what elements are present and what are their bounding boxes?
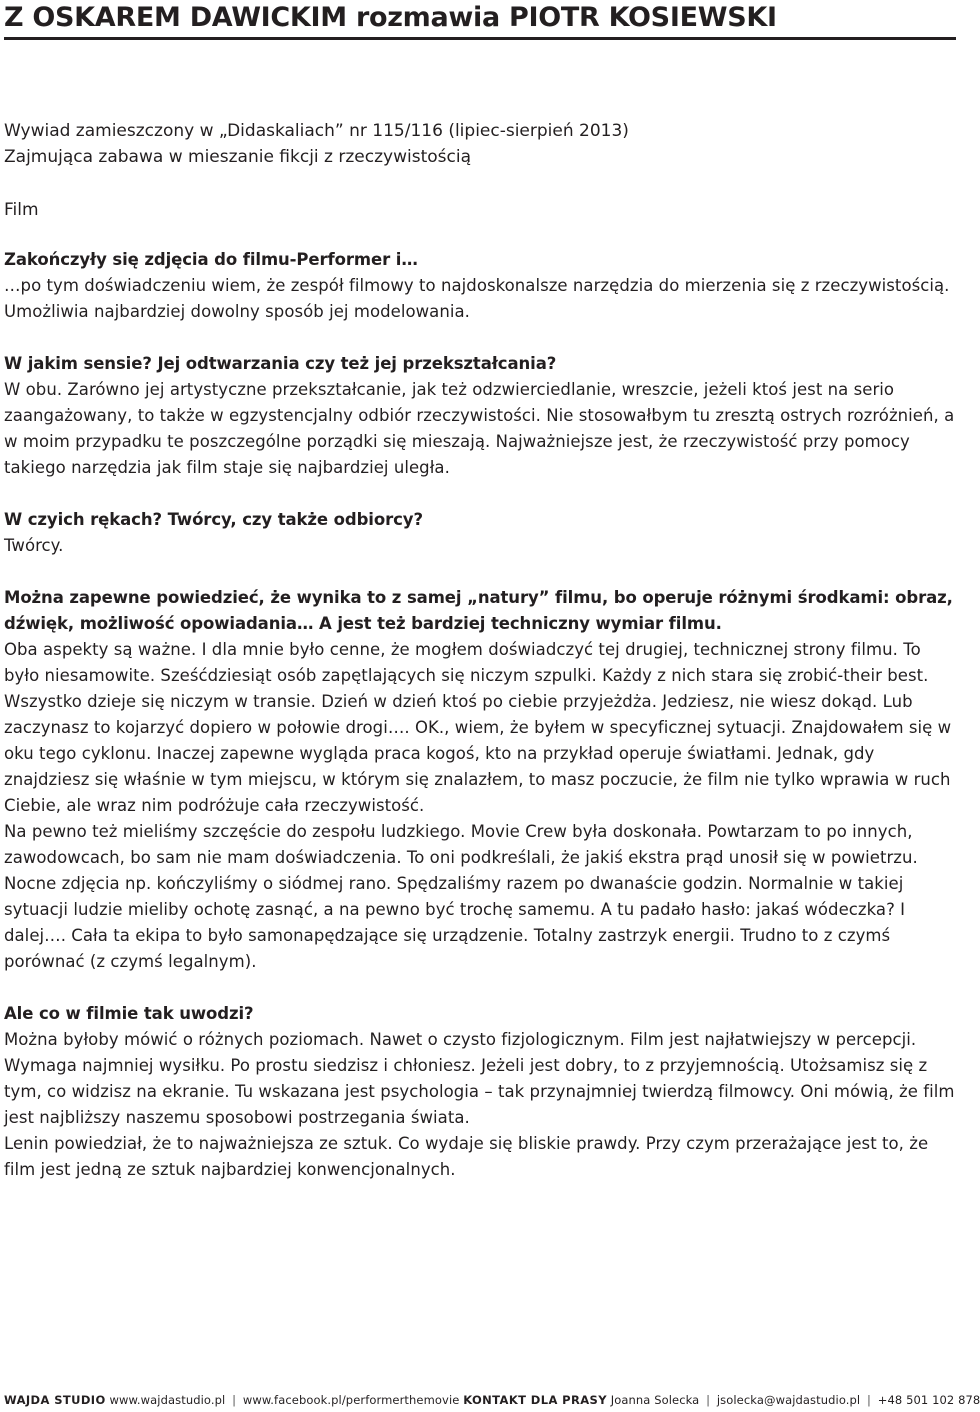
footer-email-link[interactable]: jsolecka@wajdastudio.pl: [716, 1393, 861, 1407]
paragraph-gap: [4, 481, 956, 507]
question: W jakim sensie? Jej odtwarzania czy też jej przekształcania?: [4, 354, 557, 373]
footer-site-link[interactable]: www.wajdastudio.pl: [109, 1393, 226, 1407]
answer: W obu. Zarówno jej artystyczne przekształcanie, jak też odzwierciedlanie, wreszcie, jeżeli ktoś jest na serio zaangażowany, to także w egzystencjalny odbiór rzeczywistości. Nie stosowałbym tu zresztą ostrych rozróżnień, a w moim przypadku te poszczególne porządki się mieszają. Najważniejsze jest, że rzeczywistość przy pomocy takiego narzędzia jak film staje się najbardziej uległa.: [4, 380, 955, 477]
question: Ale co w filmie tak uwodzi?: [4, 1004, 254, 1023]
footer-separator: |: [232, 1393, 237, 1407]
title-rule: [4, 37, 956, 40]
answer: Oba aspekty są ważne. I dla mnie było cenne, że mogłem doświadczyć tej drugiej, technicznej strony filmu. To było niesamowite. Sześćdziesiąt osób zapętlających się niczym szpulki. Każdy z nich stara się zrobić-their best. Wszystko dzieje się niczym w transie. Dzień w dzień ktoś po ciebie przyjeżdża. Jedziesz, nie wiesz dokąd. Lub zaczynasz to kojarzyć dopiero w połowie drogi…. OK., wiem, że byłem w specyficznej sytuacji. Znajdowałem się w oku tego cyklonu. Inaczej zapewne wygląda praca kogoś, kto na przykład operuje światłami. Jednak, gdy znajdziesz się właśnie w tym miejscu, w którym się znalazłem, to masz poczucie, że film nie tylko wprawia w ruch Ciebie, ale wraz nim podróżuje cała rzeczywistość.: [4, 640, 952, 815]
section-label: Film: [4, 200, 39, 220]
answer: …po tym doświadczeniu wiem, że zespół filmowy to najdoskonalsze narzędzia do mierzenia się z rzeczywistością. Umożliwia najbardziej dowolny sposób jej modelowania.: [4, 276, 950, 321]
interview-body: [4, 247, 956, 1183]
paragraph-gap: [4, 325, 956, 351]
footer-brand: WAJDA STUDIO: [4, 1393, 106, 1407]
footer-separator: |: [867, 1393, 871, 1407]
page-footer: [4, 1393, 980, 1407]
article-meta: [4, 118, 956, 170]
source-note: Wywiad zamieszczony w „Didaskaliach” nr 115/116 (lipiec-sierpień 2013): [4, 121, 629, 141]
answer: Na pewno też mieliśmy szczęście do zespołu ludzkiego. Movie Crew była doskonała. Powtarzam to po innych, zawodowcach, bo sam nie mam doświadczenia. To oni podkreślali, że jakiś ekstra prąd unosił się w powietrzu. Nocne zdjęcia np. kończyliśmy o siódmej rano. Spędzaliśmy razem po dwanaście godzin. Normalnie w takiej sytuacji ludzie mieliby ochotę zasnąć, a na pewno być trochę samemu. A tu padało hasło: jakaś wódeczka? I dalej…. Cała ta ekipa to było samonapędzające się urządzenie. Totalny zastrzyk energii. Trudno to z czymś porównać (z czymś legalnym).: [4, 822, 918, 971]
answer: Można byłoby mówić o różnych poziomach. Nawet o czysto fizjologicznym. Film jest najłatwiejszy w percepcji. Wymaga najmniej wysiłku. Po prostu siedzisz i chłoniesz. Jeżeli jest dobry, to z przyjemnością. Utożsamisz się z tym, co widzisz na ekranie. Tu wskazana jest psychologia – tak przynajmniej twierdzą filmowcy. Oni mówią, że film jest najbliższy naszemu sposobowi postrzegania świata.: [4, 1030, 955, 1127]
paragraph-gap: [4, 975, 956, 1001]
page-title: Z OSKAREM DAWICKIM rozmawia PIOTR KOSIEWSKI: [4, 2, 777, 33]
footer-facebook-link[interactable]: www.facebook.pl/performerthemovie: [242, 1393, 460, 1407]
footer-separator: |: [706, 1393, 711, 1407]
paragraph-gap: [4, 559, 956, 585]
question: Można zapewne powiedzieć, że wynika to z samej „natury” filmu, bo operuje różnymi środkami: obraz, dźwięk, możliwość opowiadania… A jest też bardziej techniczny wymiar filmu.: [4, 588, 953, 633]
answer: Lenin powiedział, że to najważniejsza ze sztuk. Co wydaje się bliskie prawdy. Przy czym przerażające jest to, że film jest jedną ze sztuk najbardziej konwencjonalnych.: [4, 1134, 929, 1179]
question: W czyich rękach? Twórcy, czy także odbiorcy?: [4, 510, 423, 529]
answer: Twórcy.: [4, 536, 64, 555]
question: Zakończyły się zdjęcia do filmu-Performer i…: [4, 250, 418, 269]
footer-press-label: KONTAKT DLA PRASY: [463, 1393, 607, 1407]
document-page: [4, 0, 956, 1183]
footer-contact-name: Joanna Solecka: [610, 1393, 700, 1407]
article-subtitle: Zajmująca zabawa w mieszanie fikcji z rzeczywistością: [4, 147, 471, 167]
footer-phone: +48 501 102 878: [877, 1393, 980, 1407]
